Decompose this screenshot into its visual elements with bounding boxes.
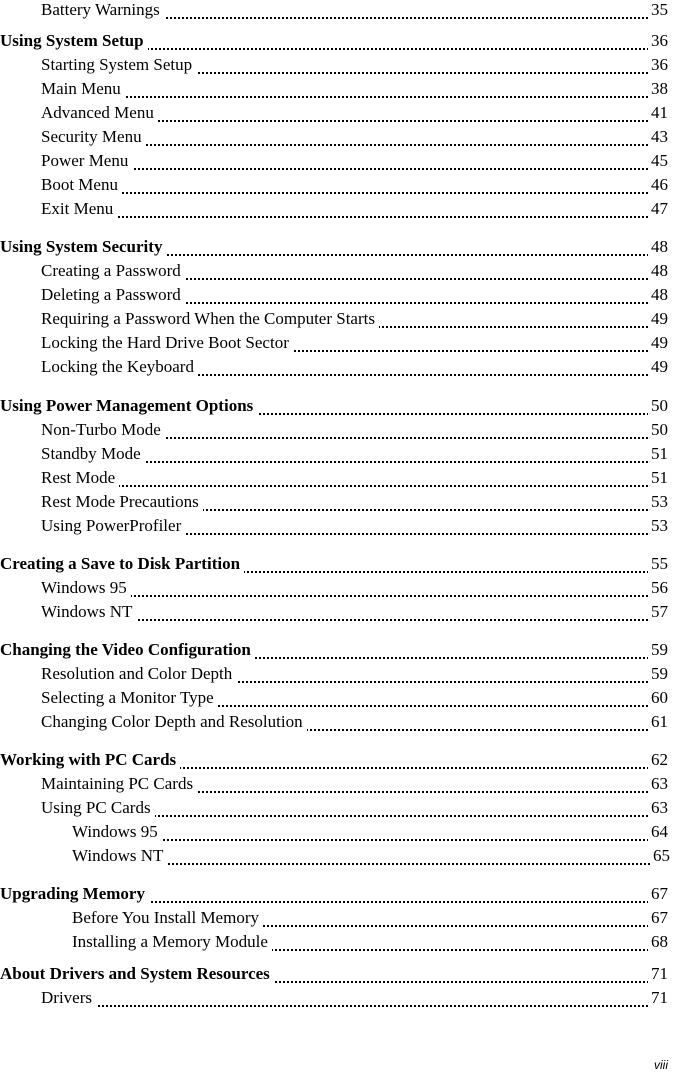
toc-entry-page: 46 xyxy=(648,175,668,195)
toc-entry-page: 63 xyxy=(648,774,668,794)
toc-entry-title: Windows 95 xyxy=(41,578,131,597)
toc-entry-title: Using Power Management Options xyxy=(0,396,257,415)
toc-entry[interactable] xyxy=(0,602,668,626)
toc-entry[interactable] xyxy=(0,664,668,688)
toc-entry-page: 63 xyxy=(648,798,668,818)
toc-entry-title: Installing a Memory Module xyxy=(72,932,272,951)
toc-entry-page: 67 xyxy=(648,908,668,928)
toc-entry[interactable] xyxy=(0,516,668,540)
toc-entry[interactable] xyxy=(0,333,668,357)
toc-entry-page: 53 xyxy=(648,516,668,536)
toc-entry[interactable] xyxy=(0,578,668,602)
toc-entry-page: 55 xyxy=(648,554,668,574)
toc-entry[interactable] xyxy=(0,261,668,285)
toc-entry-page: 67 xyxy=(648,884,668,904)
toc-entry-title: Working with PC Cards xyxy=(0,750,180,769)
toc-entry-page: 49 xyxy=(648,309,668,329)
toc-entry-title: Resolution and Color Depth xyxy=(41,664,236,683)
toc-entry-title: Upgrading Memory xyxy=(0,884,149,903)
toc-section[interactable] xyxy=(0,31,668,55)
toc-entry-page: 59 xyxy=(648,664,668,684)
toc-entry-title: Rest Mode Precautions xyxy=(41,492,203,511)
toc-entry[interactable] xyxy=(0,151,668,175)
toc-entry-title: Security Menu xyxy=(41,127,146,146)
toc-entry-title: Maintaining PC Cards xyxy=(41,774,197,793)
toc-entry[interactable] xyxy=(0,846,670,870)
toc-entry-page: 48 xyxy=(648,237,668,257)
toc-entry[interactable] xyxy=(0,55,668,79)
toc-entry-title: Windows NT xyxy=(72,846,167,865)
toc-entry-title: Windows 95 xyxy=(72,822,162,841)
dot-leader xyxy=(41,168,668,170)
toc-section[interactable] xyxy=(0,554,668,578)
toc-section[interactable] xyxy=(0,396,668,420)
toc-entry[interactable] xyxy=(0,932,668,956)
toc-entry[interactable] xyxy=(0,468,668,492)
toc-entry[interactable] xyxy=(0,988,668,1012)
toc-entry[interactable] xyxy=(0,127,668,151)
toc-entry-page: 38 xyxy=(648,79,668,99)
toc-section[interactable] xyxy=(0,750,668,774)
toc-entry-page: 41 xyxy=(648,103,668,123)
toc-entry-title: Main Menu xyxy=(41,79,125,98)
toc-entry-page: 50 xyxy=(648,420,668,440)
toc-entry-page: 59 xyxy=(648,640,668,660)
toc-entry-page: 62 xyxy=(648,750,668,770)
toc-entry-title: Rest Mode xyxy=(41,468,119,487)
toc-entry-page: 50 xyxy=(648,396,668,416)
toc-entry[interactable] xyxy=(0,0,668,24)
toc-entry[interactable] xyxy=(0,309,668,333)
toc-entry[interactable] xyxy=(0,357,668,381)
toc-entry[interactable] xyxy=(0,712,668,736)
toc-entry-title: Changing the Video Configuration xyxy=(0,640,255,659)
dot-leader xyxy=(41,1005,668,1007)
toc-entry-page: 36 xyxy=(648,31,668,51)
toc-entry-page: 51 xyxy=(648,468,668,488)
toc-entry-title: Using PC Cards xyxy=(41,798,155,817)
toc-entry-page: 48 xyxy=(648,261,668,281)
toc-entry-title: Locking the Keyboard xyxy=(41,357,198,376)
toc-entry-page: 71 xyxy=(648,988,668,1008)
toc-entry[interactable] xyxy=(0,199,668,223)
toc-entry-title: Drivers xyxy=(41,988,96,1007)
toc-entry[interactable] xyxy=(0,175,668,199)
toc-entry-title: Starting System Setup xyxy=(41,55,196,74)
toc-entry-page: 43 xyxy=(648,127,668,147)
dot-leader xyxy=(41,485,668,487)
toc-entry-title: Creating a Password xyxy=(41,261,185,280)
toc-entry-title: About Drivers and System Resources xyxy=(0,964,274,983)
toc-entry-page: 60 xyxy=(648,688,668,708)
toc-entry-page: 68 xyxy=(648,932,668,952)
toc-entry-title: Changing Color Depth and Resolution xyxy=(41,712,307,731)
toc-entry-page: 49 xyxy=(648,333,668,353)
toc-entry[interactable] xyxy=(0,688,668,712)
toc-entry[interactable] xyxy=(0,492,668,516)
toc-entry-page: 56 xyxy=(648,578,668,598)
toc-entry-page: 35 xyxy=(648,0,668,20)
toc-entry-page: 53 xyxy=(648,492,668,512)
toc-section[interactable] xyxy=(0,964,668,988)
toc-section[interactable] xyxy=(0,640,668,664)
toc-section[interactable] xyxy=(0,237,668,261)
toc-entry-title: Advanced Menu xyxy=(41,103,158,122)
toc-entry-title: Requiring a Password When the Computer Starts xyxy=(41,309,379,328)
toc-entry[interactable] xyxy=(0,79,668,103)
toc-entry-page: 51 xyxy=(648,444,668,464)
toc-entry-title: Battery Warnings xyxy=(41,0,164,19)
dot-leader xyxy=(41,96,668,98)
toc-entry-title: Creating a Save to Disk Partition xyxy=(0,554,244,573)
toc-entry-title: Locking the Hard Drive Boot Sector xyxy=(41,333,293,352)
dot-leader xyxy=(41,192,668,194)
toc-entry[interactable] xyxy=(0,285,668,309)
toc-entry[interactable] xyxy=(0,420,668,444)
toc-entry-title: Windows NT xyxy=(41,602,136,621)
toc-entry-page: 64 xyxy=(648,822,668,842)
toc-entry-title: Exit Menu xyxy=(41,199,117,218)
toc-entry-title: Using System Setup xyxy=(0,31,148,50)
toc-entry[interactable] xyxy=(0,822,668,846)
toc-entry-page: 57 xyxy=(648,602,668,622)
toc-entry-title: Boot Menu xyxy=(41,175,122,194)
toc-entry-page: 47 xyxy=(648,199,668,219)
dot-leader xyxy=(41,595,668,597)
toc-entry-title: Selecting a Monitor Type xyxy=(41,688,218,707)
toc-entry[interactable] xyxy=(0,103,668,127)
toc-entry-title: Using PowerProfiler xyxy=(41,516,185,535)
toc-entry-title: Using System Security xyxy=(0,237,166,256)
toc-entry-title: Non-Turbo Mode xyxy=(41,420,165,439)
toc-entry-page: 61 xyxy=(648,712,668,732)
dot-leader xyxy=(41,216,668,218)
toc-entry-page: 48 xyxy=(648,285,668,305)
toc-entry-page: 45 xyxy=(648,151,668,171)
toc-entry-title: Deleting a Password xyxy=(41,285,185,304)
toc-entry[interactable] xyxy=(0,798,668,822)
page-number: viii xyxy=(654,1058,668,1072)
toc-entry[interactable] xyxy=(0,774,668,798)
toc-entry-page: 65 xyxy=(650,846,670,866)
toc-entry[interactable] xyxy=(0,908,668,932)
toc-section[interactable] xyxy=(0,884,668,908)
toc-entry-title: Power Menu xyxy=(41,151,132,170)
toc-entry-title: Before You Install Memory xyxy=(72,908,263,927)
toc-entry-page: 36 xyxy=(648,55,668,75)
toc-entry-page: 49 xyxy=(648,357,668,377)
toc-entry[interactable] xyxy=(0,444,668,468)
toc-entry-title: Standby Mode xyxy=(41,444,145,463)
toc-entry-page: 71 xyxy=(648,964,668,984)
